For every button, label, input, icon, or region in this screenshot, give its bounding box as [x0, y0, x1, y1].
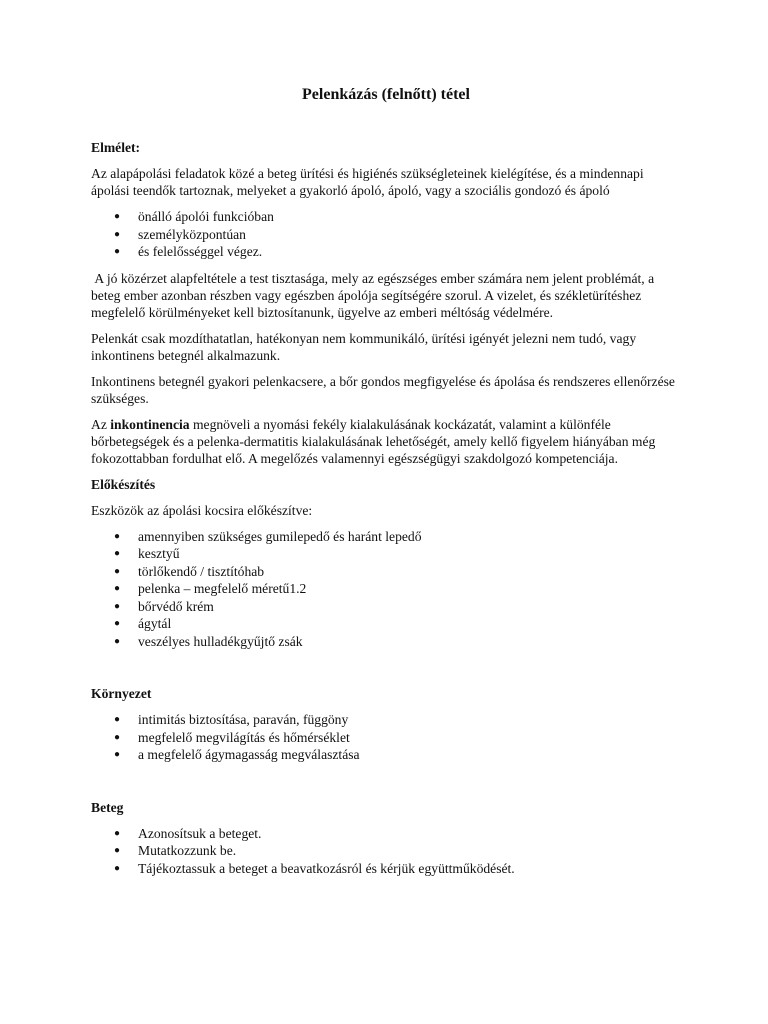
bullet-icon: ●: [114, 565, 121, 577]
roles-list: [91, 208, 681, 261]
list-item: ● Tájékoztassuk a beteget a beavatkozásról és kérjük együttműködését.: [114, 860, 515, 876]
environment-heading: Környezet: [91, 686, 152, 701]
theory-paragraph-2: Pelenkát csak mozdíthatatlan, hatékonyan nem kommunikáló, ürítési igényét jelezni nem tudó, vagy inkontinens betegnél alkalmazunk.: [91, 330, 637, 363]
bullet-icon: ●: [114, 714, 121, 725]
bullet-icon: ●: [114, 635, 121, 647]
list-item: ● Mutatkozzunk be.: [114, 843, 237, 858]
bullet-icon: ●: [114, 530, 121, 542]
list-item: ● bőrvédő krém: [114, 598, 214, 614]
theory-paragraph-4: Az inkontinencia megnöveli a nyomási fekély kialakulásának kockázatát, valamint a különféle bőrbetegségek és a pelenka-dermatitis kialakulásának lehetőségét, amely kellő figyelem hiányában még fokozottabban fordulhat elő. A megelőzés valamennyi egészségügyi szakdolgozó kompetenciája.: [91, 416, 656, 466]
list-item: ● ágytál: [114, 616, 172, 631]
bullet-icon: ●: [114, 618, 121, 629]
preparation-intro: Eszközök az ápolási kocsira előkészítve:: [91, 502, 313, 518]
preparation-list: [91, 528, 681, 651]
bullet-icon: ●: [114, 862, 121, 874]
theory-heading: Elmélet:: [91, 140, 141, 155]
list-item: ● Azonosítsuk a beteget.: [114, 825, 262, 841]
document-title: Pelenkázás (felnőtt) tétel: [302, 86, 470, 103]
list-item: ● intimitás biztosítása, paraván, függöny: [114, 712, 349, 727]
section-spacer: [91, 773, 681, 799]
list-item: ● veszélyes hulladékgyűjtő zsák: [114, 633, 303, 649]
bullet-icon: ●: [114, 211, 121, 222]
bullet-icon: ●: [114, 583, 121, 594]
bullet-icon: ●: [114, 845, 121, 856]
list-item: ● amennyiben szükséges gumilepedő és haránt lepedő: [114, 528, 422, 544]
list-item: ● törlőkendő / tisztítóhab: [114, 563, 265, 579]
list-item: ● kesztyű: [114, 546, 180, 561]
list-item: ● önálló ápolói funkcióban: [114, 209, 274, 224]
inkontinencia-term: inkontinencia: [110, 416, 190, 432]
environment-list: [91, 711, 681, 764]
list-item: ● és felelősséggel végez.: [114, 244, 263, 259]
bullet-icon: ●: [114, 228, 121, 240]
bullet-icon: ●: [114, 246, 121, 257]
document-page: [91, 86, 681, 886]
theory-paragraph-3: Inkontinens betegnél gyakori pelenkacsere, a bőr gondos megfigyelése és ápolása és rendszeres ellenőrzése szükséges.: [91, 373, 675, 406]
bullet-icon: ●: [114, 600, 121, 612]
bullet-icon: ●: [114, 548, 121, 559]
patient-heading: Beteg: [91, 799, 124, 815]
theory-paragraph-1: A jó közérzet alapfeltétele a test tisztasága, mely az egészséges ember számára nem jelent problémát, a beteg ember azonban részben vagy egészben ápolója segítségére szorul. A vizelet, és székletürítéshez megfelelő körülményeket kell biztosítanunk, ügyelve az emberi méltóság védelmére.: [91, 270, 658, 320]
theory-intro: Az alapápolási feladatok közé a beteg ürítési és higiénés szükségleteinek kielégítése, és a mindennapi ápolási teendők tartoznak, melyeket a gyakorló ápoló, ápoló, vagy a szociális gondozó és ápoló: [91, 166, 644, 198]
bullet-icon: ●: [114, 731, 121, 743]
bullet-icon: ●: [114, 749, 121, 760]
list-item: ● a megfelelő ágymagasság megválasztása: [114, 747, 360, 762]
preparation-heading: Előkészítés: [91, 476, 156, 492]
bullet-icon: ●: [114, 827, 121, 839]
patient-list: [91, 825, 681, 878]
section-spacer: [91, 659, 681, 685]
list-item: ● megfelelő megvilágítás és hőmérséklet: [114, 729, 350, 745]
list-item: ● pelenka – megfelelő méretű1.2: [114, 581, 307, 596]
list-item: ● személyközpontúan: [114, 226, 246, 242]
